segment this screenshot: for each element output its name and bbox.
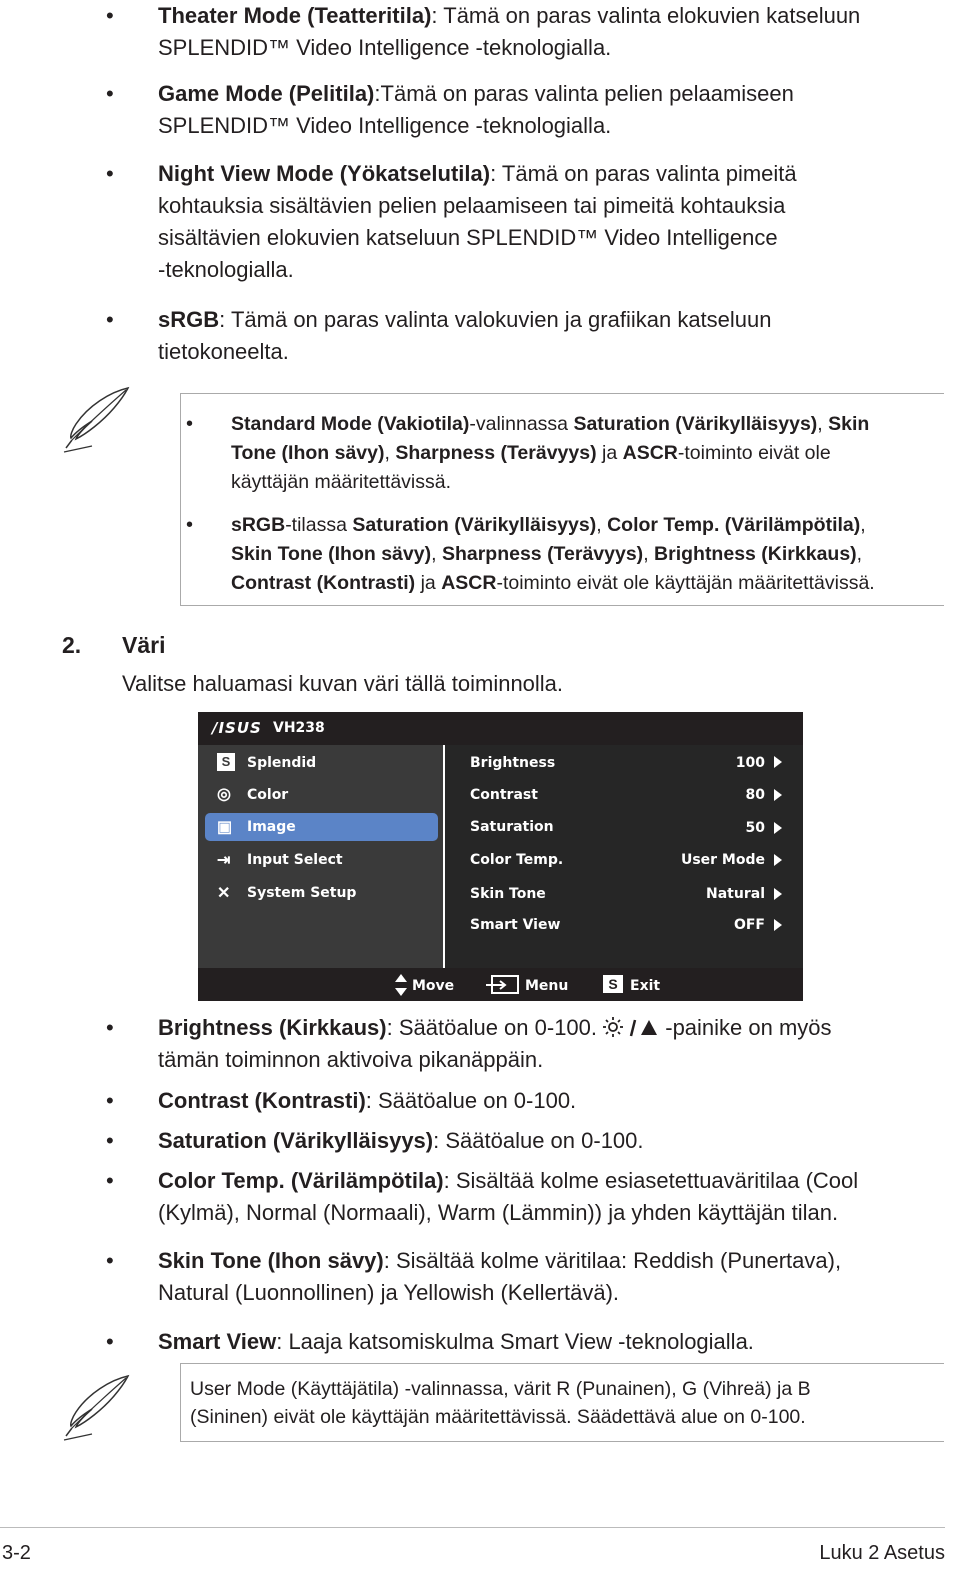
term: Night View Mode (Yökatselutila) xyxy=(158,161,491,186)
menu-enter-icon xyxy=(486,975,520,995)
osd-footer-exit: Exit xyxy=(630,978,661,994)
bullet-night-view-mode: • Night View Mode (Yökatselutila): Tämä on paras valinta pimeitä kohtauksia sisältävien pelien pelaamiseen tai pimeitä kohtauksia sisältävien elokuvien katseluun SPLENDID™ Video Intelligence -teknologialla. xyxy=(158,158,948,286)
bullet-smart-view: • Smart View: Laaja katsomiskulma Smart View -teknologialla. xyxy=(158,1326,948,1358)
osd-title-bar xyxy=(198,712,803,745)
section-title: Väri xyxy=(122,632,166,658)
section-intro: Valitse haluamasi kuvan väri tällä toiminnolla. xyxy=(122,671,564,696)
page-number: 3-2 xyxy=(2,1542,31,1564)
osd-footer-move: Move xyxy=(412,978,455,994)
note-top-rule xyxy=(180,393,944,394)
note-top-rule xyxy=(180,1363,944,1364)
term: Theater Mode (Teatteritila) xyxy=(158,3,432,28)
exit-s-icon: S xyxy=(603,975,623,993)
osd-selection-highlight xyxy=(205,813,438,841)
bullet-brightness: • Brightness (Kirkkaus): Säätöalue on 0-100. -painike on myös tämän toiminnon aktivoiva pikanäppäin. xyxy=(158,1012,948,1076)
input-select-icon: ⇥ xyxy=(217,852,231,869)
asus-logo: /ISUS xyxy=(212,719,262,737)
image-icon: ▣ xyxy=(217,819,233,836)
quill-pen-icon xyxy=(62,1374,132,1442)
splendid-icon: S xyxy=(217,753,235,771)
note-left-rule xyxy=(180,1363,181,1441)
arrow-right-icon xyxy=(774,756,782,768)
note-left-rule xyxy=(180,393,181,605)
up-down-arrows-icon xyxy=(395,974,407,996)
note-bottom-rule xyxy=(180,605,944,606)
arrow-right-icon xyxy=(774,919,782,931)
bullet-color-temp: • Color Temp. (Värilämpötila): Sisältää kolme esiasetettuaväritilaa (Cool (Kylmä), Normal (Normaali), Warm (Lämmin)) ja yhden käyttäjän tilan. xyxy=(158,1165,953,1229)
note-user-mode: User Mode (Käyttäjätila) -valinnassa, värit R (Punainen), G (Vihreä) ja B (Sininen) eivät ole käyttäjän määritettävissä. Säädettävä alue on 0-100. xyxy=(190,1378,811,1428)
arrow-right-icon xyxy=(774,888,782,900)
osd-model: VH238 xyxy=(273,720,325,736)
note-item-srgb: • sRGB-tilassa Saturation (Värikylläisyys), Color Temp. (Värilämpötila), Skin Tone (Ihon sävy), Sharpness (Terävyys), Brightness (Kirkkaus), Contrast (Kontrasti) ja ASCR-toiminto eivät ole käyttäjän määritettävissä. xyxy=(231,511,946,598)
arrow-right-icon xyxy=(774,822,782,834)
arrow-right-icon xyxy=(774,854,782,866)
bullet-saturation: • Saturation (Värikylläisyys): Säätöalue on 0-100. xyxy=(158,1125,948,1157)
sun-up-hotkey-icon xyxy=(603,1016,659,1038)
bullet-game-mode: • Game Mode (Pelitila):Tämä on paras valinta pelien pelaamiseen SPLENDID™ Video Intelligence -teknologialla. xyxy=(158,78,948,142)
tools-icon: ✕ xyxy=(217,885,231,902)
color-palette-icon: ◎ xyxy=(217,786,231,803)
note-bottom-rule xyxy=(180,1441,944,1442)
note-item-standard-mode: • Standard Mode (Vakiotila)-valinnassa Saturation (Värikylläisyys), Skin Tone (Ihon sävy), Sharpness (Terävyys) ja ASCR-toiminto eivät ole käyttäjän määritettävissä. xyxy=(231,410,941,497)
bullet-srgb: • sRGB: Tämä on paras valinta valokuvien ja grafiikan katseluun tietokoneelta. xyxy=(158,304,948,368)
footer-rule xyxy=(0,1527,945,1528)
osd-menu-screenshot: /ISUS VH238 S Splendid ◎ Color ▣ Image ⇥ Input Select ✕ System Setup Brightness 100 Contrast 80 Saturation 50 Color Temp. User Mode Skin Tone Natural Smart View OFF Move Menu S Exit xyxy=(198,712,803,1001)
osd-footer-menu: Menu xyxy=(525,978,569,994)
bullet-theater-mode: • Theater Mode (Teatteritila): Tämä on paras valinta elokuvien katseluun SPLENDID™ Video Intelligence -teknologialla. xyxy=(158,0,948,64)
bullet-skin-tone: • Skin Tone (Ihon sävy): Sisältää kolme väritilaa: Reddish (Punertava), Natural (Luonnollinen) ja Yellowish (Kellertävä). xyxy=(158,1245,948,1309)
osd-button-bar xyxy=(198,968,803,1001)
arrow-right-icon xyxy=(774,789,782,801)
section-number: 2. xyxy=(62,632,82,658)
chapter-title: Luku 2 Asetus xyxy=(819,1542,945,1564)
bullet-contrast: • Contrast (Kontrasti): Säätöalue on 0-100. xyxy=(158,1085,948,1117)
quill-pen-icon xyxy=(62,386,132,454)
term: Game Mode (Pelitila) xyxy=(158,81,375,106)
term: sRGB xyxy=(158,307,220,332)
